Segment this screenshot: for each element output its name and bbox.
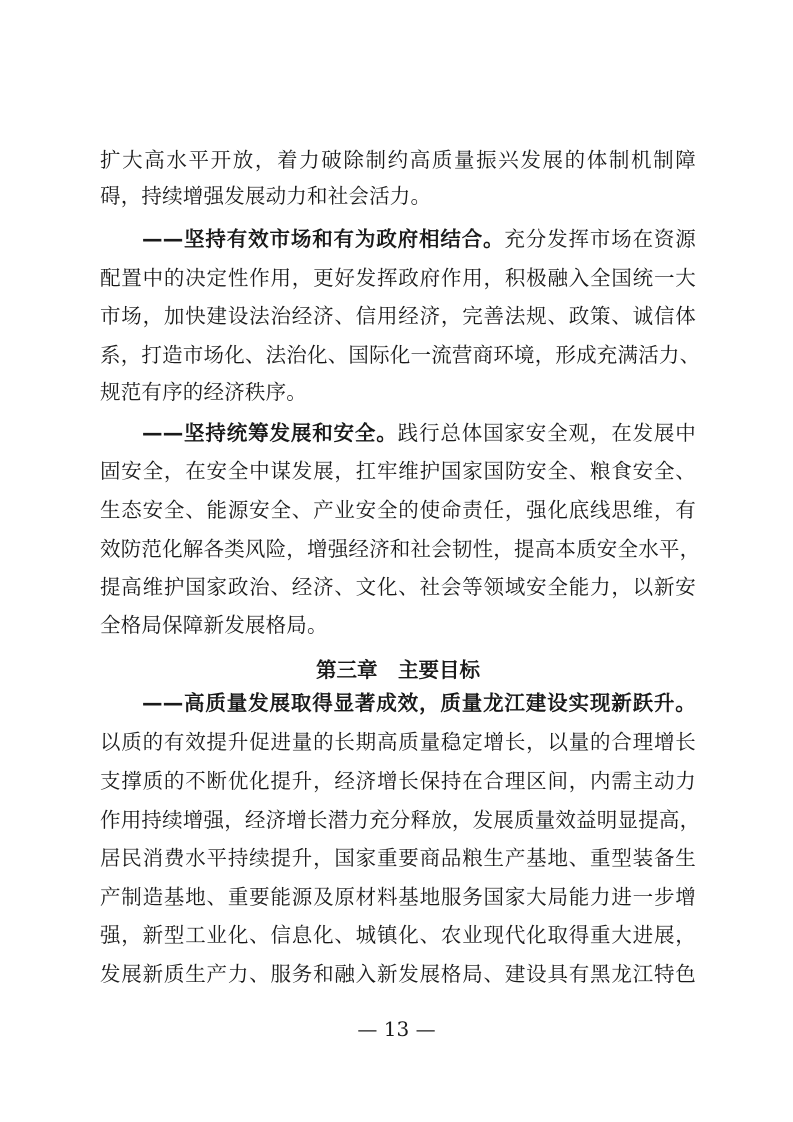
text-line: 发展新质生产力、服务和融入新发展格局、建设具有黑龙江特色 (100, 962, 696, 986)
text-line: 全格局保障新发展格局。 (100, 613, 328, 637)
text-line: 规范有序的经济秩序。 (100, 380, 307, 404)
text-line: 配置中的决定性作用，更好发挥政府作用，积极融入全国统一大 (100, 266, 696, 290)
text-line: 固安全，在安全中谋发展，扛牢维护国家国防安全、粮食安全、 (100, 459, 696, 483)
text-line: 以质的有效提升促进量的长期高质量稳定增长，以量的合理增长 (100, 730, 696, 754)
text-line: 市场，加快建设法治经济、信用经济，完善法规、政策、诚信体 (100, 304, 696, 328)
text-line: 生态安全、能源安全、产业安全的使命责任，强化底线思维，有 (100, 498, 696, 522)
paragraph-text: 充分发挥市场在资源 (504, 227, 696, 251)
paragraph-text: 践行总体国家安全观，在发展中 (397, 421, 696, 445)
text-line: 居民消费水平持续提升，国家重要商品粮生产基地、重型装备生 (100, 846, 696, 870)
text-line: 碍，持续增强发展动力和社会活力。 (100, 184, 432, 208)
paragraph-first-line (142, 413, 696, 453)
paragraph-heading: ——高质量发展取得显著成效，质量龙江建设实现新跃升。 (142, 691, 696, 715)
text-line: 产制造基地、重要能源及原材料基地服务国家大局能力进一步增 (100, 885, 696, 909)
paragraph-first-line (142, 683, 696, 723)
page-number: — 13 — (357, 1017, 436, 1041)
text-line: 作用持续增强，经济增长潜力充分释放，发展质量效益明显提高， (100, 808, 701, 832)
text-line: 支撑质的不断优化提升，经济增长保持在合理区间，内需主动力 (100, 769, 696, 793)
chapter-title: 第三章 主要目标 (316, 658, 480, 682)
text-line: 强，新型工业化、信息化、城镇化、农业现代化取得重大进展， (100, 923, 696, 947)
text-line: 扩大高水平开放，着力破除制约高质量振兴发展的体制机制障 (100, 148, 696, 172)
text-line: 效防范化解各类风险，增强经济和社会韧性，提高本质安全水平， (100, 537, 701, 561)
text-line: 系，打造市场化、法治化、国际化一流营商环境，形成充满活力、 (100, 343, 701, 367)
paragraph-heading: ——坚持统筹发展和安全。 (142, 421, 398, 445)
text-line: 提高维护国家政治、经济、文化、社会等领域安全能力，以新安 (100, 575, 696, 599)
paragraph-heading: ——坚持有效市场和有为政府相结合。 (142, 227, 505, 251)
paragraph-first-line (142, 219, 696, 259)
